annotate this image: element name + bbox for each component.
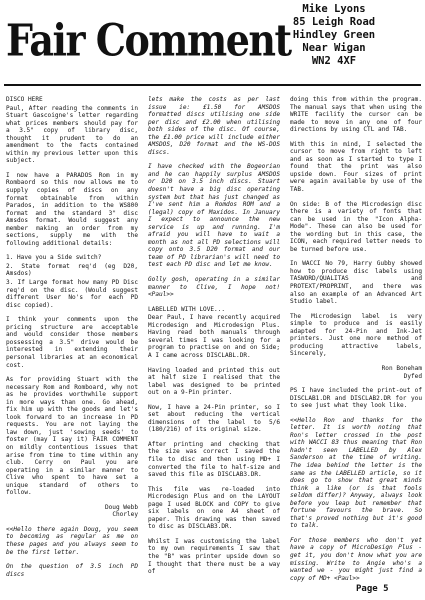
paragraph: With this in mind, I selected the cursor to move from right to left and as soon as I started to type I found that the print was also upside down. Four sizes of print were again available by use of the TAB. — [290, 140, 422, 194]
list-item: 2. State format req'd (eg D20, Amsdos) — [6, 262, 138, 278]
paragraph: doing this from within the program. The manual says that when using the WRITE facility the cursor can be made to move in any one of four directions by using CTL and TAB. — [290, 96, 422, 134]
address-line: WN2 4XF — [311, 55, 357, 67]
address-line: Hindley Green — [292, 29, 376, 41]
section-heading: DISCO HERE — [6, 96, 43, 103]
page-title: Fair Comment — [6, 14, 291, 66]
paragraph: In WACCI No 79, Harry Gubby showed how to produce disc labels using TASWORD/QUALITAS and PROTEXT/PROPRINT, and there was also an example of an Advanced Art Studio label. — [290, 260, 422, 306]
paragraph: Having loaded and printed this out at half size I realised that the label was designed to be printed out on a 9-Pin printer. — [148, 366, 280, 397]
page-number: Page 5 — [356, 584, 389, 594]
column-middle — [148, 96, 280, 582]
paragraph: The Microdesign label is very simple to produce and is easily adapted for 24-Pin and Ink-Jet printers. Just one more method of producing attractive labels, Sincerely, — [290, 312, 422, 358]
paragraph: PS I have included the print-out of DISCLAB1.DR and DISCLAB2.DR for you to see just what they look like. — [290, 387, 422, 410]
address-line: Near Wigan — [302, 42, 366, 54]
paragraph: After printing and checking that the size was correct I saved the file to disc and then using MD+ I converted the file to half-size and saved this file as DISCLAB3.DR. — [148, 440, 280, 479]
editor-reply: For those members who don't yet have a copy of MicroDesign Plus - get it, you don't know what you are missing. Write to Angie who's a wanted we - you might just find a copy of MD+ <Paul>> — [290, 536, 422, 582]
paragraph: On side: B of the Microdesign disc there is a variety of fonts that can be used in the "Icon Alpha-Mode". These can also be used for the wording but in this case, the ICON, each required letter needs to be turned before use. — [290, 200, 422, 253]
paragraph: Dear Paul, I have recently acquired Microdesign and Microdesign Plus. Having read both manuals through several times I was looking for a program to practise on and on Side; A I came across DISCLABL.DR. — [148, 314, 280, 359]
editor-reply: lets make the costs as per last issue ie: £1.50 for AMSDOS formatted discs utilising one side per disc and £2.00 when utilising both sides of the disc. Of course, the £1.00 price will include either AMSDOS, D20 format and the WS-DOS discs. — [148, 96, 280, 156]
editor-address — [246, 3, 422, 68]
editor-reply: On the question of 3.5 inch PD discs — [6, 563, 138, 578]
list-item: 1. Have you a Side switch? — [6, 254, 102, 262]
masthead — [0, 0, 425, 88]
section-heading: LABELLED WITH LOVE... — [148, 305, 226, 313]
paragraph: As for providing Stuart with the necessary Rom and Romboard, why not as he provides worthwhile support in more ways than one. Go ahead, fix him up with the goods and let's look forward to an increase in PD requests. You are not laying the law down, just 'sowing seeds' to foster (may I say it) FAIR COMMENT on mildly contentious issues that arise from time to time within any club. Cerry on Paul you are operating in a similar manner to Clive who spent to have set a unique standard of others to follow. — [6, 376, 138, 497]
paragraph: This file was re-loaded into Microdesign Plus and on the LAYOUT page I used BLOCK and COPY to give six labels on one A4 sheet of paper. This drawing was then saved to disc as DISCLAB3.DR. — [148, 485, 280, 531]
masthead-rule — [4, 84, 421, 86]
editor-reply: <<Hello there again Doug, you seem to becoming as regular as me on these pages and you always seem to be the first letter. — [6, 525, 138, 556]
signature: Doug Webb Chorley — [104, 503, 138, 519]
signature: Ron Boneham Dyfed — [381, 364, 422, 380]
editor-reply: Golly gosh, operating in a similar manner to Clive, I hope not! <Paul>> — [148, 276, 280, 299]
column-right — [290, 96, 422, 582]
paragraph: I think your comments upon the pricing structure are acceptable and would consider those members possessing a 3.5" drive would be interested in extending their personal libraries at an economical cost. — [6, 316, 138, 369]
editor-reply: I have checked with the Bogeorian and he can happily surplus AMSDOS or D20 on 3.5 inch discs. Stuart doesn't have a big disc operating system but that has just changed as I've sent him a Romdos ROM and a (legal) copy of Maxidos. In January I expect to announce the new service is up and running. I'm afraid you will have to wait a month as not all PD selections will copy onto 3.5 D20 format and our team of PD librarian's will need to test each PD disc and let me know. — [148, 163, 280, 269]
paragraph: Whilst I was customising the label to my own requirements I saw that the "B" was printer upside down so I thought that there must be a way of — [148, 537, 280, 576]
list-item: 3. If Large format how many PD Disc req'd on the disc. (Would suggest different User No's for each PD disc copied). — [6, 279, 138, 309]
column-left — [6, 96, 138, 582]
address-line: Mike Lyons — [302, 3, 366, 15]
paragraph: Now, I have a 24-Pin printer, so I set about reducing the vertical dimensions of the label to 5/6 (180/216) of its original size. — [148, 403, 280, 434]
paragraph: Paul, After reading the comments in Stuart Gascoigne's letter regarding what prices members should pay for a 3.5" copy of library disc, thought it prudent to do an amendment to the facts contained within my previous letter upon this subject. — [6, 104, 138, 165]
paragraph: I now have a PARADOS Rom in my Rombaord so this now allows me to supply copies of discs on any format obtainable from within Parados, in addition to the WS800 format and the standard 3" disc Amsdos format. Would suggest any member making an order from my sections, supply me with the following additional details: — [6, 171, 138, 247]
editor-reply: <<Hello Ron and thanks for the letter. It is worth noting that Ron's letter crossed in the post with WACCI 83 thus meaning that Ron hadn't seen LABELLED by Alex Sanderson at the time of writing. The idea behind the letter is the same as the LABELLED article, so it does go to show that great minds think a like (or is that fools seldom differ)? Anyway, always look before you leap but remember that fortune favours the brave. So that's proved nothing but it's good to talk. — [290, 416, 422, 530]
address-line: 85 Leigh Road — [292, 16, 376, 28]
